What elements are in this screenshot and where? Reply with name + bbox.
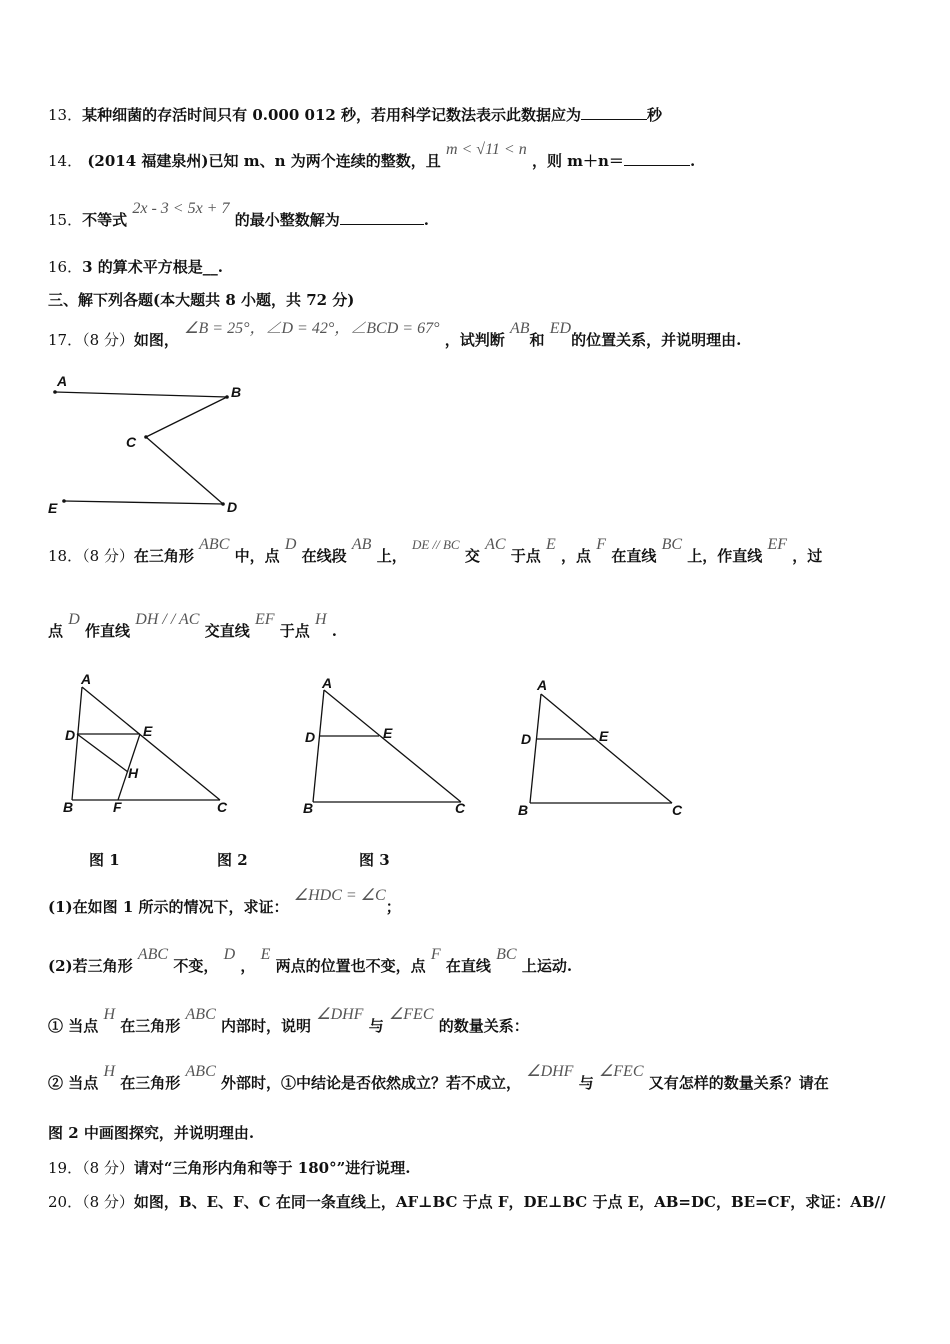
q18-a-t1: 在三角形 (120, 1017, 181, 1035)
q18-a-text: ① 当点 (48, 1017, 99, 1035)
point-d (221, 502, 225, 506)
q18-1-text: (1)在如图 1 所示的情况下，求证： (48, 898, 289, 916)
q18-a-t2: 内部时，说明 (220, 1017, 311, 1035)
fig1-label-h: H (128, 765, 139, 781)
question-16 (48, 256, 910, 277)
q18-b-m-dhf: ∠DHF (526, 1063, 574, 1080)
q18-a-m-h: H (103, 1006, 116, 1023)
q17-comma-2: ， (334, 320, 351, 337)
fig1-label-f: F (113, 799, 122, 815)
caption-fig-1: 图 1 (89, 851, 120, 869)
question-18-line-1 (48, 536, 910, 566)
fig2-side-ab (313, 690, 324, 802)
figure-3 (512, 676, 697, 826)
question-17 (48, 320, 910, 350)
q18-t7: 在直线 (611, 547, 657, 565)
label-d: D (227, 499, 238, 515)
q19-score: （8 分） (82, 1159, 134, 1177)
q18-2-m-bc: BC (496, 946, 517, 963)
fig1-label-b: B (63, 799, 74, 815)
question-18-line-2 (48, 611, 910, 641)
q18-a-m-abc: ABC (185, 1006, 216, 1023)
fig2-label-d: D (305, 729, 316, 745)
q17-math-3: ∠BCD = 67° (350, 320, 440, 337)
label-e: E (48, 500, 58, 516)
fig1-label-e: E (143, 723, 153, 739)
q18-m-de-bc: DE // BC (411, 537, 460, 552)
q17-end: 的位置关系，并说明理由. (571, 331, 742, 349)
q17-score: （8 分） (82, 331, 134, 349)
fig2-label-e: E (383, 725, 393, 741)
question-20 (48, 1191, 910, 1212)
fig3-label-c: C (672, 802, 683, 818)
q15-text: 不等式 (82, 211, 128, 229)
q18-b-m-fec: ∠FEC (598, 1063, 644, 1080)
fig1-side-ac (82, 687, 220, 800)
fig3-side-ab (530, 694, 541, 803)
q18-2-m-e: E (260, 946, 271, 963)
question-18-case-2 (48, 1063, 910, 1093)
segment-ed (64, 501, 223, 504)
question-19 (48, 1157, 910, 1178)
q15-number: 15． (48, 211, 83, 229)
q18-2-m-d: D (223, 946, 236, 963)
q18-m-d: D (284, 536, 297, 553)
fig3-side-ac (541, 694, 672, 803)
q18-m-f: F (596, 536, 607, 553)
fig3-label-a: A (537, 677, 548, 693)
q18-b-m-abc: ABC (185, 1063, 216, 1080)
q18-b2-text: 图 2 中画图探究，并说明理由. (48, 1124, 255, 1142)
q16-number: 16． (48, 258, 83, 276)
question-14 (48, 141, 910, 171)
q18-m-ef: EF (767, 536, 788, 553)
q18-b-t3: 与 (578, 1074, 594, 1092)
q14-number: 14． (48, 152, 83, 170)
fig3-label-d: D (521, 731, 532, 747)
q17-number: 17． (48, 331, 83, 349)
fig1-label-d: D (65, 727, 76, 743)
q19-number: 19． (48, 1159, 83, 1177)
q18-l2-t4: . (331, 622, 337, 640)
q18-1-math: ∠HDC = ∠C (293, 887, 386, 904)
q18-t3: 上， (376, 547, 407, 565)
caption-fig-3: 图 3 (359, 851, 390, 869)
q18-t0: 在三角形 (133, 547, 194, 565)
q17-math-2: ∠D = 42° (265, 320, 335, 337)
segment-cd (146, 437, 223, 504)
q18-l2-m-h: H (314, 611, 327, 628)
q18-m-ab: AB (351, 536, 372, 553)
q13-tail: 秒 (647, 106, 663, 124)
q14-math: m < √11 < n (445, 141, 527, 158)
fig3-label-e: E (599, 728, 609, 744)
q15-math: 2x - 3 < 5x + 7 (132, 200, 230, 217)
segment-bc (146, 397, 227, 437)
q14-text: (2014 福建泉州)已知 m、n 为两个连续的整数，且 (87, 152, 441, 170)
q15-end: . (423, 211, 429, 229)
q18-t6: ，点 (561, 547, 592, 565)
q18-2-m-abc: ABC (137, 946, 169, 963)
label-a: A (57, 373, 68, 389)
q18-2-end: 上运动. (521, 957, 573, 975)
q18-2-t2: ， (240, 957, 256, 975)
fig2-label-a: A (322, 675, 333, 691)
q18-l2-m-d: D (68, 611, 80, 628)
section-3-title (48, 289, 910, 310)
fig2-label-b: B (303, 800, 314, 816)
q18-l2-t3: 于点 (279, 622, 310, 640)
q16-text: 3 的算术平方根是__. (82, 258, 223, 276)
q18-a-end: 的数量关系： (438, 1017, 529, 1035)
q18-a-m-dhf: ∠DHF (316, 1006, 364, 1023)
q18-a-m-fec: ∠FEC (388, 1006, 434, 1023)
fig3-label-b: B (518, 802, 529, 818)
figure-2 (295, 672, 480, 822)
q18-m-abc: ABC (199, 536, 230, 553)
q18-2-t4: 在直线 (445, 957, 491, 975)
question-18-part-2 (48, 946, 910, 976)
q18-number: 18． (48, 547, 83, 565)
q17-post: ，试判断 (444, 331, 505, 349)
q13-number: 13． (48, 106, 83, 124)
q18-l2-t2: 交直线 (204, 622, 250, 640)
q17-math-1: ∠B = 25° (184, 320, 250, 337)
q15-blank (340, 210, 424, 225)
q18-m-bc: BC (661, 536, 683, 553)
point-c (144, 435, 148, 439)
q18-t4: 交 (464, 547, 480, 565)
fig2-label-c: C (455, 800, 466, 816)
q18-t8: 上，作直线 (687, 547, 763, 565)
q18-t1: 中，点 (234, 547, 280, 565)
q14-end: . (689, 152, 696, 170)
question-18-case-2-cont (48, 1122, 910, 1143)
q17-math-ab: AB (509, 320, 530, 337)
q20-score: （8 分） (82, 1193, 134, 1211)
question-18-part-1 (48, 887, 910, 917)
q18-1-end: ； (385, 898, 401, 916)
point-a (53, 390, 57, 394)
q17-text: 如图， (133, 331, 179, 349)
q18-b-t1: 在三角形 (120, 1074, 181, 1092)
q18-l2-t1: 作直线 (85, 622, 131, 640)
label-b: B (231, 384, 242, 400)
q17-math-ed: ED (549, 320, 572, 337)
q18-m-ac: AC (485, 536, 506, 553)
label-c: C (126, 434, 137, 450)
q18-t2: 在线段 (301, 547, 347, 565)
q14-post: ，则 m＋n＝ (531, 152, 624, 170)
q18-b-text: ② 当点 (48, 1074, 99, 1092)
q18-a-t3: 与 (368, 1017, 384, 1035)
caption-fig-2: 图 2 (217, 851, 248, 869)
q18-t5: 于点 (510, 547, 541, 565)
q18-b-t2: 外部时，①中结论是否依然成立？若不成立， (220, 1074, 521, 1092)
question-13 (48, 104, 910, 125)
section-3-text: 三、解下列各题(本大题共 8 小题，共 72 分) (48, 291, 355, 309)
question-15 (48, 200, 910, 230)
q13-blank (581, 105, 647, 120)
q20-number: 20． (48, 1193, 83, 1211)
q18-m-e: E (546, 536, 556, 553)
q17-and: 和 (529, 331, 545, 349)
fig1-label-a: A (81, 672, 92, 687)
q18-l2-t0: 点 (48, 622, 64, 640)
fig1-line-dh (77, 734, 128, 772)
question-18-case-1 (48, 1006, 910, 1036)
q18-2-text: (2)若三角形 (48, 957, 133, 975)
q18-b-m-h: H (103, 1063, 116, 1080)
q18-2-t3: 两点的位置也不变，点 (275, 957, 426, 975)
q13-text: 某种细菌的存活时间只有 0.000 012 秒，若用科学记数法表示此数据应为 (82, 106, 582, 124)
point-e (62, 499, 66, 503)
point-b (225, 395, 229, 399)
q17-comma-1: ， (249, 320, 266, 337)
fig1-label-c: C (217, 799, 228, 815)
fig2-side-ac (324, 690, 461, 802)
q14-blank (624, 151, 690, 166)
q15-post: 的最小整数解为 (234, 211, 340, 229)
segment-ab (55, 392, 227, 397)
q19-text: 请对“三角形内角和等于 180°”进行说理. (133, 1159, 411, 1177)
q18-2-m-f: F (430, 946, 441, 963)
q18-b-end: 又有怎样的数量关系？请在 (648, 1074, 829, 1092)
q18-l2-m-ef: EF (254, 611, 275, 628)
q20-text: 如图，B、E、F、C 在同一条直线上，AF⊥BC 于点 F，DE⊥BC 于点 E，AB=DC，BE=CF，求证：AB// (133, 1193, 886, 1211)
fig1-side-ab (72, 687, 82, 800)
q18-t9: ，过 (792, 547, 823, 565)
q18-l2-m-dh-ac: DH / / AC (135, 611, 200, 628)
q18-2-t1: 不变， (173, 957, 219, 975)
q17-figure (40, 370, 280, 520)
figure-1 (55, 672, 240, 822)
q18-score: （8 分） (82, 547, 134, 565)
